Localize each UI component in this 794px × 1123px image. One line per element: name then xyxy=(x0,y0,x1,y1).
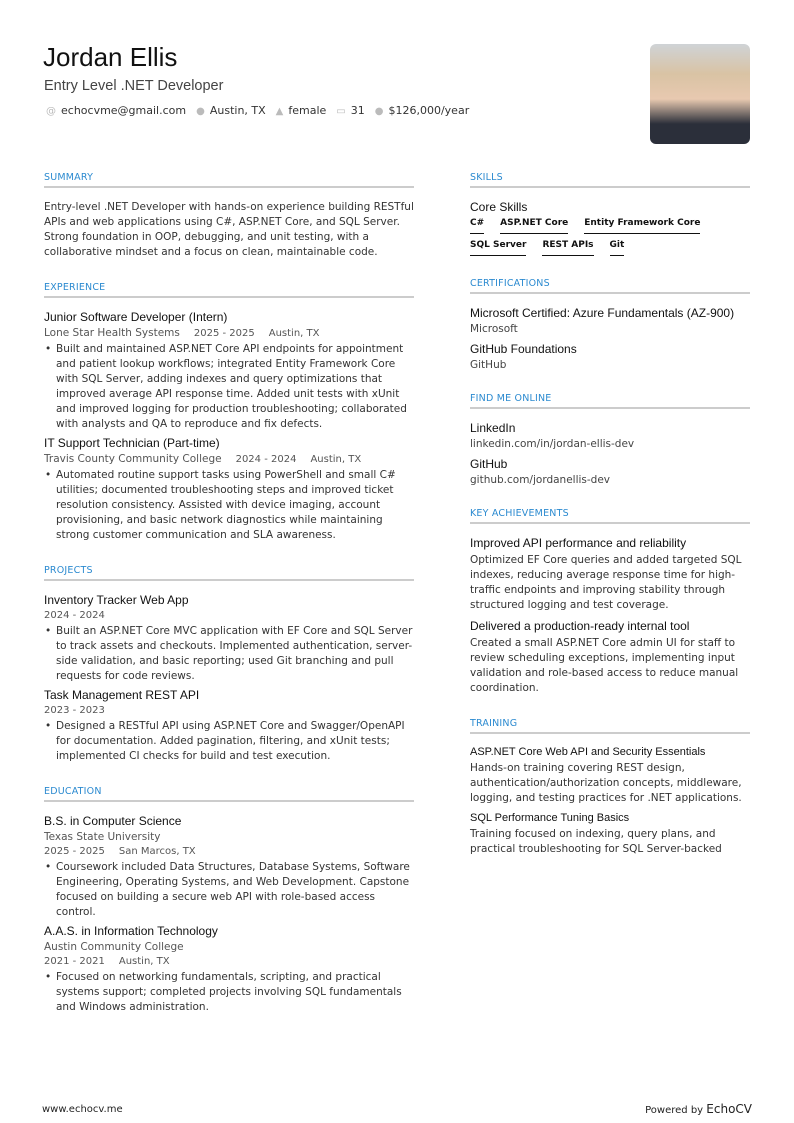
brand-name[interactable]: EchoCV xyxy=(706,1102,752,1116)
skill-tag: ASP.NET Core xyxy=(500,218,568,234)
gender-text: female xyxy=(288,104,327,117)
experience-item xyxy=(44,436,414,543)
achievement-title: Improved API performance and reliability xyxy=(470,536,687,550)
training-text: Training focused on indexing, query plans, and practical troubleshooting for SQL Server-backed xyxy=(470,828,722,855)
location: San Marcos, TX xyxy=(118,846,196,857)
section-heading: SUMMARY xyxy=(44,172,414,188)
contact-location xyxy=(196,104,266,117)
section-heading: FIND ME ONLINE xyxy=(470,393,750,409)
org: Lone Star Health Systems xyxy=(44,327,180,339)
training-text: Hands-on training covering REST design, authentication/authorization concepts, middleware, logging, and testing practices for .NET applications. xyxy=(470,762,742,804)
school: Texas State University xyxy=(44,831,161,843)
powered-by-text: Powered by xyxy=(645,1105,704,1116)
degree: A.A.S. in Information Technology xyxy=(44,924,218,938)
skill-tag: Entity Framework Core xyxy=(584,218,700,234)
experience-section xyxy=(44,282,414,543)
profile-photo xyxy=(650,44,750,144)
role: Junior Software Developer (Intern) xyxy=(44,310,228,324)
salary-text: $126,000/year xyxy=(388,104,470,117)
experience-item xyxy=(44,310,414,432)
section-heading: EDUCATION xyxy=(44,786,414,802)
contact-gender xyxy=(276,104,327,117)
skill-tag: Git xyxy=(610,240,625,256)
location: Austin, TX xyxy=(118,956,170,967)
cert-issuer: GitHub xyxy=(470,359,507,371)
dates: 2024 - 2024 xyxy=(44,610,105,621)
profile-link[interactable]: linkedin.com/in/jordan-ellis-dev xyxy=(470,438,635,450)
training-title: ASP.NET Core Web API and Security Essentials xyxy=(470,746,706,758)
skills-section xyxy=(470,172,750,256)
achievement-text: Created a small ASP.NET Core admin UI for staff to review scheduling exceptions, implementing input validation and role-based access to reduce manual coordination. xyxy=(470,637,739,694)
project-name: Inventory Tracker Web App xyxy=(44,593,189,607)
bullet: • Designed a RESTful API using ASP.NET Core and Swagger/OpenAPI for documentation. Added pagination, filtering, and xUnit tests; implemented CI checks for build and test execution. xyxy=(44,719,414,764)
project-item xyxy=(44,688,414,764)
bullet: • Built and maintained ASP.NET Core API endpoints for appointment and patient lookup workflows; integrated Entity Framework Core with SQL Server, adding indexes and query optimizations that improved average API response time. Added unit tests with xUnit and improved logging for production troubleshooting; collaborated with analysts and QA to reproduce and fix defects. xyxy=(44,342,414,432)
degree: B.S. in Computer Science xyxy=(44,814,182,828)
achievement-title: Delivered a production-ready internal tool xyxy=(470,619,690,633)
age-text: 31 xyxy=(350,104,365,117)
skill-tag: SQL Server xyxy=(470,240,526,256)
location: Austin, TX xyxy=(268,328,320,339)
person-icon: ▲ xyxy=(275,106,284,117)
cert-name: Microsoft Certified: Azure Fundamentals (AZ-900) xyxy=(470,306,735,320)
education-item xyxy=(44,814,414,920)
training-section xyxy=(470,718,750,857)
dates: 2021 - 2021 xyxy=(44,956,105,967)
experience-meta xyxy=(44,453,414,465)
role: IT Support Technician (Part-time) xyxy=(44,436,220,450)
section-heading: SKILLS xyxy=(470,172,750,188)
profile-name: GitHub xyxy=(470,457,508,471)
skill-tags xyxy=(470,218,750,256)
online-section xyxy=(470,393,750,486)
section-heading: TRAINING xyxy=(470,718,750,734)
summary-text: Entry-level .NET Developer with hands-on experience building RESTful APIs and web applications using C#, ASP.NET Core, and SQL Server. Strong foundation in OOP, debugging, and unit testing, with a collaborative mindset and a focus on clean, maintainable code. xyxy=(44,201,414,258)
location: Austin, TX xyxy=(310,454,362,465)
contact-salary xyxy=(375,104,469,117)
left-column xyxy=(44,172,414,1037)
bullet: • Built an ASP.NET Core MVC application with EF Core and SQL Server to track assets and checkouts. Implemented authentication, server-side validation, and basic reporting; used Git branching and pull requests for code reviews. xyxy=(44,624,414,684)
location-text: Austin, TX xyxy=(209,104,266,117)
achievement-text: Optimized EF Core queries and added targeted SQL indexes, reducing average response time for high-traffic endpoints and improving stability through structured logging and test coverage. xyxy=(470,554,742,611)
bullet: • Focused on networking fundamentals, scripting, and practical systems support; completed projects involving SQL fundamentals and Windows administration. xyxy=(44,970,414,1015)
calendar-icon: ▭ xyxy=(336,106,346,117)
skill-group: Core Skills xyxy=(470,200,528,214)
skill-tag: REST APIs xyxy=(542,240,593,256)
candidate-name: Jordan Ellis xyxy=(43,42,178,72)
skill-tag: C# xyxy=(470,218,484,234)
contact-age xyxy=(336,104,364,117)
project-item xyxy=(44,593,414,684)
section-heading: PROJECTS xyxy=(44,565,414,581)
bullet: • Coursework included Data Structures, Database Systems, Software Engineering, Operating Systems, and Web Development. Capstone focused on building a secure web API with role-based access control. xyxy=(44,860,414,920)
contact-email xyxy=(46,104,186,117)
org: Travis County Community College xyxy=(44,453,222,465)
education-meta xyxy=(44,956,414,967)
school: Austin Community College xyxy=(44,941,184,953)
footer-site-link[interactable]: www.echocv.me xyxy=(42,1104,123,1115)
email-text: echocvme@gmail.com xyxy=(61,104,187,117)
section-heading: KEY ACHIEVEMENTS xyxy=(470,508,750,524)
certifications-section xyxy=(470,278,750,371)
footer-powered xyxy=(645,1102,752,1116)
experience-meta xyxy=(44,327,414,339)
dates: 2025 - 2025 xyxy=(44,846,105,857)
dates: 2025 - 2025 xyxy=(193,328,255,339)
achievements-section xyxy=(470,508,750,696)
project-name: Task Management REST API xyxy=(44,688,200,702)
right-column xyxy=(470,172,750,879)
cert-issuer: Microsoft xyxy=(470,323,518,335)
contact-bar xyxy=(46,104,469,117)
bullet: • Automated routine support tasks using PowerShell and small C# utilities; documented troubleshooting steps and improved ticket resolution consistency. Assisted with device imaging, account provisioning, and basic network diagnostics while maintaining strong customer communication and SLA awareness. xyxy=(44,468,414,543)
projects-section xyxy=(44,565,414,764)
money-icon: ● xyxy=(374,106,384,117)
section-heading: EXPERIENCE xyxy=(44,282,414,298)
summary-section xyxy=(44,172,414,260)
profile-name: LinkedIn xyxy=(470,421,516,435)
job-title: Entry Level .NET Developer xyxy=(44,78,224,94)
at-icon: @ xyxy=(46,106,56,117)
cert-name: GitHub Foundations xyxy=(470,342,577,356)
dates: 2024 - 2024 xyxy=(235,454,297,465)
dates: 2023 - 2023 xyxy=(44,705,105,716)
profile-link[interactable]: github.com/jordanellis-dev xyxy=(470,474,611,486)
education-section xyxy=(44,786,414,1015)
location-icon: ● xyxy=(196,106,205,117)
education-item xyxy=(44,924,414,1015)
education-meta xyxy=(44,846,414,857)
section-heading: CERTIFICATIONS xyxy=(470,278,750,294)
training-title: SQL Performance Tuning Basics xyxy=(470,812,630,824)
